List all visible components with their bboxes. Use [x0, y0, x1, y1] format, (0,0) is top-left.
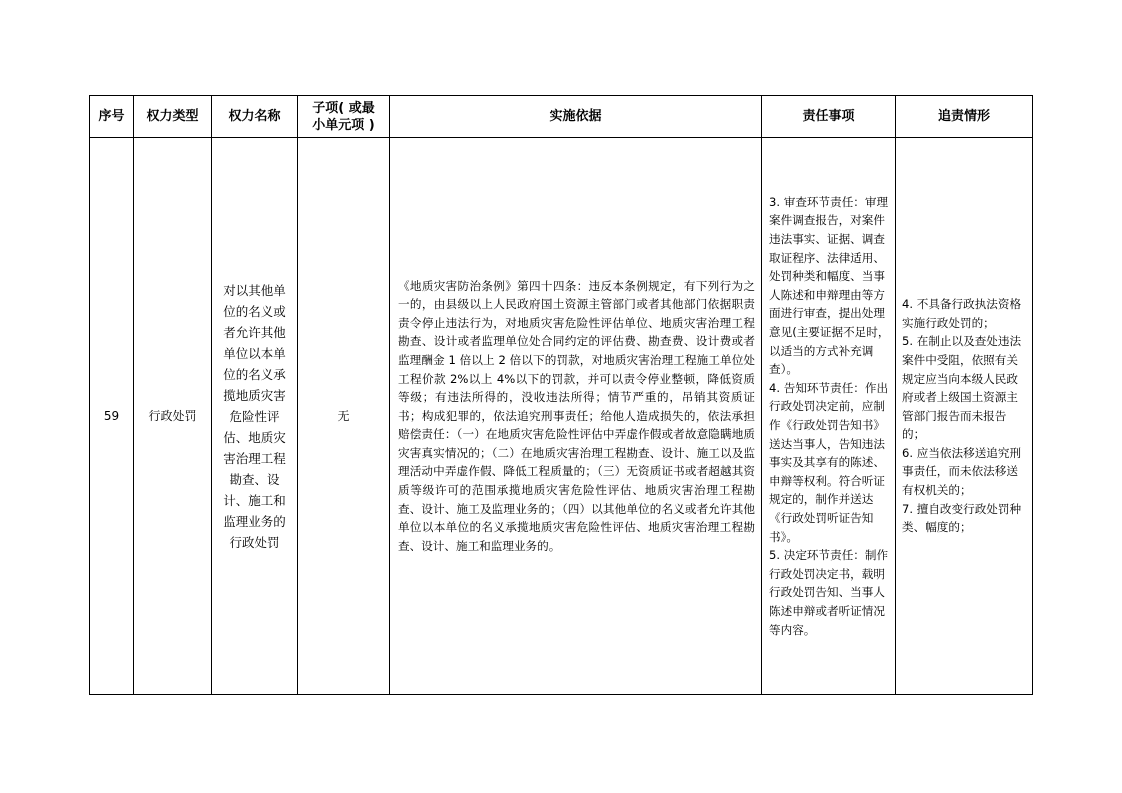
accountability-item: 5. 在制止以及查处违法案件中受阻，依照有关规定应当向本级人民政府或者上级国土资源主管部门报告而未报告的；: [902, 334, 1022, 442]
cell-power-type: 行政处罚: [134, 138, 212, 695]
header-sub-item: 子项( 或最小单元项 ): [298, 96, 390, 138]
cell-responsibility: [762, 138, 896, 695]
responsibility-item: 4. 告知环节责任：作出行政处罚决定前，应制作《行政处罚告知书》送达当事人，告知违法事实及其享有的陈述、申辩等权利。符合听证规定的，制作并送达《行政处罚听证告知书》。: [769, 380, 889, 544]
cell-seq: 59: [90, 138, 134, 695]
header-power-type: 权力类型: [134, 96, 212, 138]
power-list-table: [89, 95, 1033, 695]
responsibility-list: [762, 193, 895, 639]
table-header-row: [90, 96, 1033, 138]
responsibility-item: 5. 决定环节责任：制作行政处罚决定书，载明行政处罚告知、当事人陈述申辩或者听证情况等内容。: [769, 548, 889, 637]
cell-sub-item: 无: [298, 138, 390, 695]
accountability-list: [896, 295, 1032, 537]
table-row: [90, 138, 1033, 695]
header-accountability: 追责情形: [896, 96, 1033, 138]
accountability-item: 7. 擅自改变行政处罚种类、幅度的；: [902, 501, 1022, 535]
header-responsibility: 责任事项: [762, 96, 896, 138]
header-basis: 实施依据: [390, 96, 762, 138]
power-name-text: 对以其他单位的名义或者允许其他单位以本单位的名义承揽地质灾害危险性评估、地质灾害治理工程勘查、设计、施工和监理业务的行政处罚: [223, 282, 286, 550]
cell-power-name: [212, 138, 298, 695]
cell-basis: [390, 138, 762, 695]
accountability-item: 6. 应当依法移送追究刑事责任，而未依法移送有权机关的；: [902, 445, 1022, 498]
header-power-name: 权力名称: [212, 96, 298, 138]
header-seq: 序号: [90, 96, 134, 138]
responsibility-item: 3. 审查环节责任：审理案件调查报告，对案件违法事实、证据、调查取证程序、法律适用、处罚种类和幅度、当事人陈述和申辩理由等方面进行审查，提出处理意见(主要证据不足时，以适当的方式补充调查）。: [769, 194, 890, 377]
basis-text: 《地质灾害防治条例》第四十四条：违反本条例规定，有下列行为之一的，由县级以上人民政府国土资源主管部门或者其他部门依据职责责令停止违法行为，对地质灾害危险性评估单位、地质灾害治理工程勘查、设计或者监理单位处合同约定的评估费、勘查费、设计费或者监理酬金 1 倍以上 2 倍以下的罚款，对地质灾害治理工程施工单位处工程价款 2%以上 4%以下的罚款，并可以责令停业整顿，降低资质等级；有违法所得的，没收违法所得；情节严重的，吊销其资质证书；构成犯罪的，依法追究刑事责任；给他人造成损失的，依法承担赔偿责任：（一）在地质灾害危险性评估中弄虚作假或者故意隐瞒地质灾害真实情况的；（二）在地质灾害治理工程勘查、设计、施工以及监理活动中弄虚作假、降低工程质量的；（三）无资质证书或者超越其资质等级许可的范围承揽地质灾害危险性评估、地质灾害治理工程勘查、设计、施工及监理业务的；（四）以其他单位的名义或者允许其他单位以本单位的名义承揽地质灾害危险性评估、地质灾害治理工程勘查、设计、施工和监理业务的。: [398, 278, 755, 553]
cell-accountability: [896, 138, 1033, 695]
accountability-item: 4. 不具备行政执法资格实施行政处罚的；: [902, 297, 1022, 330]
